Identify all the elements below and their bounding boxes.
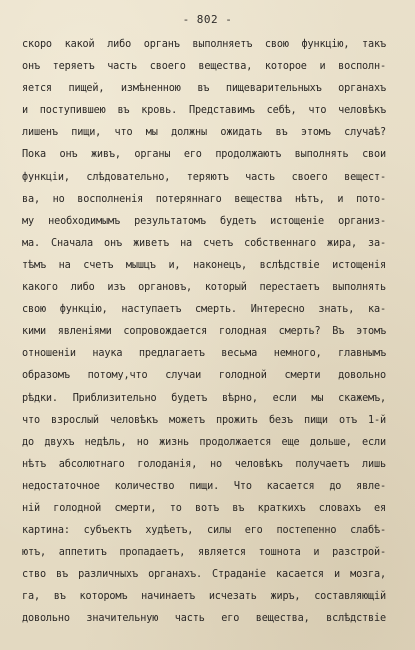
text-line: функціи, слѣдовательно, теряютъ часть своего вещест- [22,171,386,183]
text-line: яется пищей, измѣненною въ пищеварительныхъ органахъ [22,83,386,95]
text-line: нѣтъ абсолютнаго голоданія, но человѣкъ получаетъ лишь [22,458,386,470]
text-line: что взрослый человѣкъ можетъ прожить безъ пищи отъ 1-й [22,414,386,426]
text-line: довольно значительную часть его вещества, вслѣдствіе [22,613,386,625]
text-line: недостаточное количество пищи. Что касается до явле- [22,480,386,492]
text-line: ма. Сначала онъ живетъ на счетъ собственнаго жира, за- [22,237,386,249]
text-line: онъ теряетъ часть своего вещества, которое и восполн- [22,61,386,73]
text-line: скоро какой либо органъ выполняетъ свою функцію, такъ [22,39,386,50]
text-line: ство въ различныхъ органахъ. Страданіе касается и мозга, [22,569,386,581]
text-line: тѣмъ на счетъ мышцъ и, наконецъ, вслѣдствіе истощенія [22,259,386,271]
text-line: и поступившею въ кровь. Представимъ себѣ, что человѣкъ [22,105,386,117]
text-line: ва, но восполненія потеряннаго вещества нѣтъ, и пото- [22,193,386,205]
text-line: свою функцію, наступаетъ смерть. Интересно знать, ка- [22,304,386,316]
text-line: ній голодной смерти, то вотъ въ краткихъ словахъ ея [22,502,386,514]
text-line: кими явленіями сопровождается голодная смерть? Въ этомъ [22,326,386,338]
text-line: отношеніи наука предлагаетъ весьма немного, главнымъ [22,348,386,360]
text-line: до двухъ недѣль, но жизнь продолжается еще дольше, если [22,436,386,448]
text-line: картина: субъектъ худѣетъ, силы его постепенно слабѣ- [22,525,386,537]
text-line: му необходимымъ результатомъ будетъ истощеніе организ- [22,215,386,227]
text-line: лишенъ пищи, что мы должны ожидать въ этомъ случаѣ? [22,127,386,139]
text-line: образомъ потому,что случаи голодной смерти довольно [22,370,386,382]
text-line: рѣдки. Приблизительно будетъ вѣрно, если мы скажемъ, [22,392,386,404]
page-number: - 802 - [182,13,233,26]
text-line: какого либо изъ органовъ, который перестаетъ выполнять [22,282,386,294]
body-text [22,34,386,631]
text-line: ютъ, аппетитъ пропадаетъ, является тошнота и разстрой- [22,547,386,559]
text-line: га, въ которомъ начинаетъ исчезать жиръ, составляющій [22,591,386,603]
text-line: Пока онъ живъ, органы его продолжаютъ выполнять свои [22,149,386,161]
